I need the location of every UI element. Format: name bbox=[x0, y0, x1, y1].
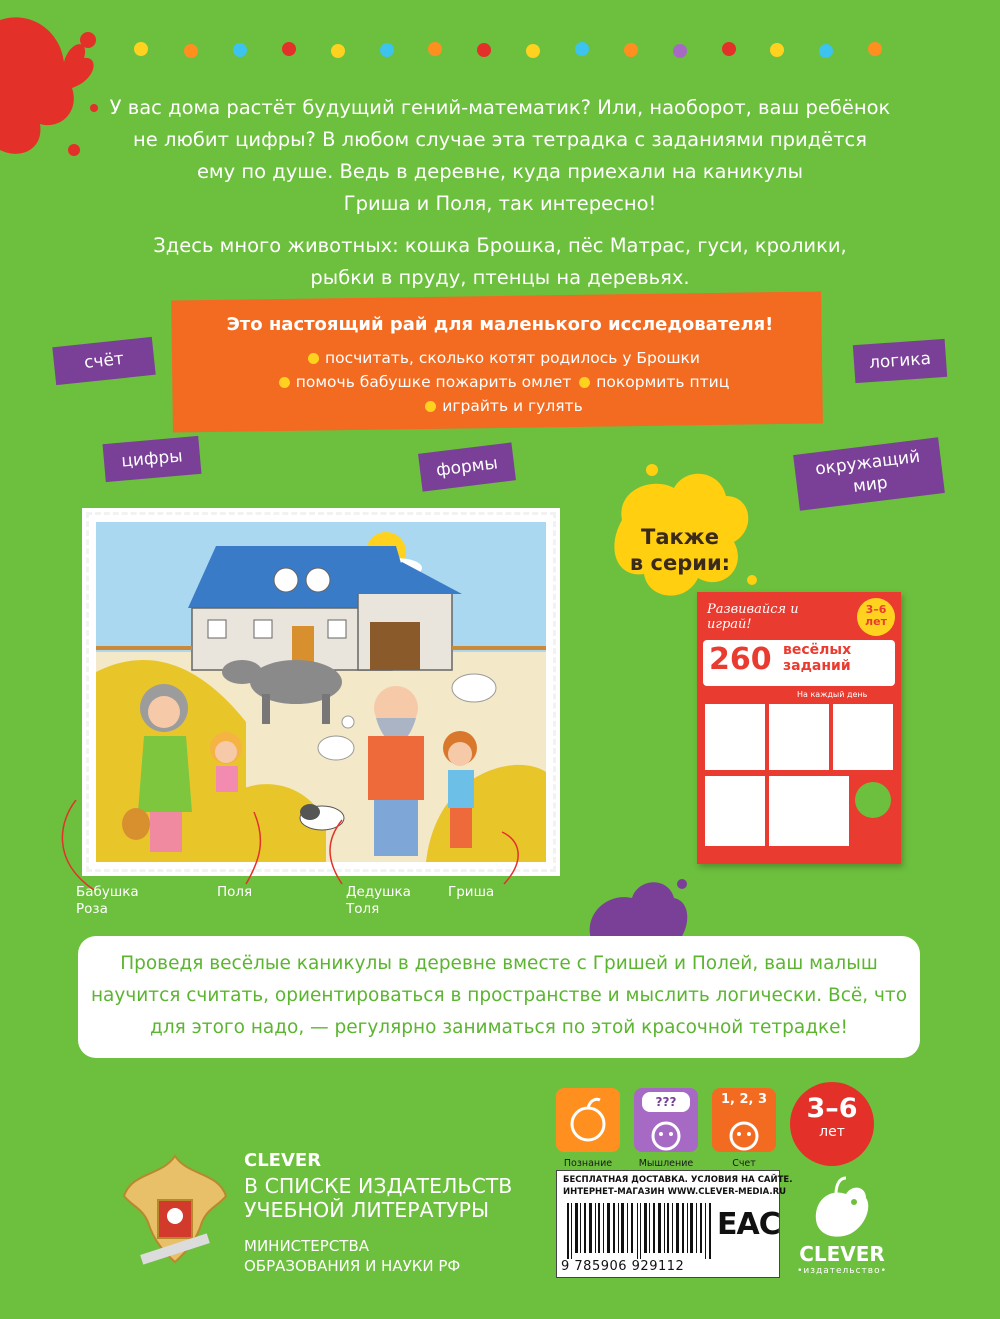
tag-count bbox=[52, 337, 155, 385]
tag-logic bbox=[853, 339, 947, 383]
cognition-icon bbox=[556, 1088, 620, 1152]
bullet-line bbox=[180, 370, 820, 394]
ministry-line: МИНИСТЕРСТВА bbox=[244, 1237, 370, 1255]
tag-text: цифры bbox=[120, 446, 184, 472]
series-label-text: в серии: bbox=[629, 551, 731, 575]
caption-grandpa bbox=[346, 884, 411, 918]
highlight-bullets bbox=[180, 346, 820, 418]
shipping-note: БЕСПЛАТНАЯ ДОСТАВКА. УСЛОВИЯ НА САЙТЕ. bbox=[563, 1175, 793, 1185]
bullet-text: покормить птиц bbox=[596, 373, 730, 391]
counting-mark: 1, 2, 3 bbox=[720, 1092, 768, 1107]
bullet-text: посчитать, сколько котят родилось у Брошки bbox=[324, 349, 700, 367]
publisher-sub: •издательство• bbox=[797, 1266, 887, 1276]
book-age-text: лет bbox=[865, 615, 887, 628]
ministry-text-main bbox=[244, 1174, 512, 1222]
caption-text: Дедушка bbox=[346, 884, 411, 900]
book-title bbox=[783, 642, 851, 674]
bullet-dot-icon bbox=[308, 353, 319, 364]
tag-text: формы bbox=[435, 453, 499, 481]
intro-line: Гриша и Поля, так интересно! bbox=[343, 192, 657, 215]
bullet-line bbox=[180, 346, 820, 370]
ministry-text-sub bbox=[244, 1236, 460, 1276]
caption-text: Толя bbox=[346, 901, 380, 917]
tag-text: логика bbox=[868, 348, 932, 374]
ministry-line: ОБРАЗОВАНИЯ И НАУКИ РФ bbox=[244, 1257, 461, 1275]
age-unit: лет bbox=[819, 1124, 845, 1140]
tag-world bbox=[793, 437, 945, 510]
series-book-cover bbox=[697, 592, 901, 864]
ministry-line: В СПИСКЕ ИЗДАТЕЛЬСТВ bbox=[244, 1174, 513, 1198]
cognition-label: Познание bbox=[563, 1158, 613, 1169]
tag-text: окружащий bbox=[814, 446, 922, 480]
book-number: 260 bbox=[709, 642, 772, 677]
intro-line: Здесь много животных: кошка Брошка, пёс Матрас, гуси, кролики, bbox=[153, 234, 847, 257]
decorative-dots bbox=[0, 0, 1000, 60]
shop-note: ИНТЕРНЕТ-МАГАЗИН WWW.CLEVER-MEDIA.RU bbox=[563, 1187, 787, 1197]
book-title-text: заданий bbox=[783, 658, 851, 674]
intro-line: ему по душе. Ведь в деревне, куда приехали на каникулы bbox=[196, 160, 804, 183]
bullet-dot-icon bbox=[279, 377, 290, 388]
barcode-bars bbox=[565, 1203, 715, 1259]
purple-paint-splash bbox=[582, 872, 692, 942]
ministry-brand: CLEVER bbox=[244, 1150, 322, 1171]
promo-line: Проведя весёлые каникулы в деревне вместе с Гришей и Полей, ваш малыш bbox=[120, 953, 878, 974]
series-label bbox=[620, 524, 740, 576]
tag-shapes bbox=[418, 442, 516, 491]
age-value: 3–6 bbox=[806, 1093, 858, 1124]
promo-line: научится считать, ориентироваться в пространстве и мыслить логически. Всё, что bbox=[90, 985, 908, 1006]
highlight-title: Это настоящий рай для маленького исследователя! bbox=[226, 314, 774, 335]
book-puzzle-panels bbox=[705, 704, 893, 854]
caption-grisha: Гриша bbox=[448, 884, 495, 900]
barcode-panel bbox=[556, 1170, 793, 1278]
promo-line: для этого надо, — регулярно заниматься по этой красочной тетрадке! bbox=[150, 1017, 848, 1038]
animals-paragraph bbox=[100, 230, 900, 294]
intro-line: не любит цифры? В любом случае эта тетрадка с заданиями придётся bbox=[133, 128, 867, 151]
book-age-badge bbox=[857, 598, 895, 636]
coat-of-arms-emblem bbox=[118, 1146, 232, 1270]
caption-text: Бабушка bbox=[76, 884, 139, 900]
promo-text bbox=[90, 948, 908, 1044]
bullet-line bbox=[180, 394, 820, 418]
book-title-text: весёлых bbox=[783, 642, 852, 658]
thinking-label: Мышление bbox=[638, 1158, 694, 1169]
book-subtitle: На каждый день bbox=[797, 690, 868, 699]
counting-icon bbox=[712, 1088, 776, 1152]
bullet-dot-icon bbox=[425, 401, 436, 412]
age-badge bbox=[790, 1082, 874, 1166]
counting-label: Счет bbox=[732, 1158, 756, 1169]
isbn-number: 9 785906 929112 bbox=[561, 1259, 685, 1274]
book-brand: Развивайся и играй! bbox=[707, 602, 799, 632]
intro-line: рыбки в пруду, птенцы на деревьях. bbox=[310, 266, 690, 289]
bullet-dot-icon bbox=[579, 377, 590, 388]
book-age-text: 3–6 bbox=[865, 603, 887, 616]
intro-line: У вас дома растёт будущий гений-математик? Или, наоборот, ваш ребёнок bbox=[109, 96, 891, 119]
clever-bird-logo bbox=[806, 1176, 876, 1242]
publisher-name: CLEVER bbox=[799, 1242, 885, 1266]
caption-polya: Поля bbox=[217, 884, 253, 900]
bullet-text: помочь бабушке пожарить омлет bbox=[295, 373, 572, 391]
eac-mark: EAC bbox=[717, 1207, 780, 1242]
tag-digits bbox=[103, 436, 202, 482]
tag-text: мир bbox=[851, 472, 889, 497]
tag-text: счёт bbox=[83, 348, 125, 374]
caption-grandma bbox=[76, 884, 139, 918]
intro-paragraph bbox=[100, 92, 900, 220]
bullet-text: играйть и гулять bbox=[442, 397, 583, 415]
thinking-mark: ??? bbox=[642, 1092, 690, 1112]
ministry-line: УЧЕБНОЙ ЛИТЕРАТУРЫ bbox=[244, 1198, 490, 1222]
caption-text: Роза bbox=[76, 901, 108, 917]
series-label-text: Также bbox=[641, 525, 719, 549]
thinking-icon bbox=[634, 1088, 698, 1152]
